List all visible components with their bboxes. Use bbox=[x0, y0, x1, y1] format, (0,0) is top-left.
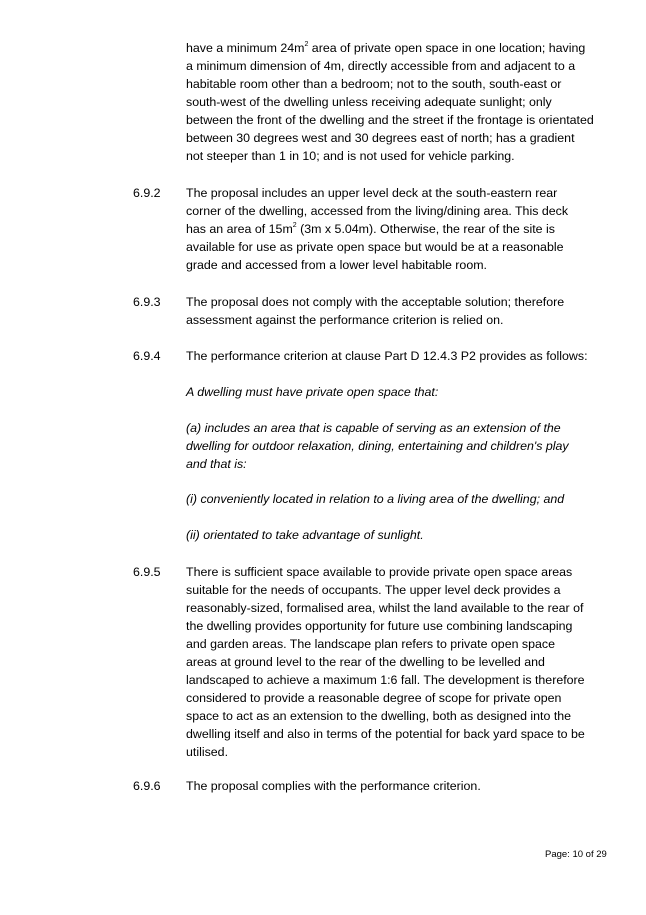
paragraph-line: between 30 degrees west and 30 degrees east of north; has a gradient bbox=[186, 131, 575, 145]
paragraph-line: dwelling itself and also in terms of the potential for back yard space to be bbox=[186, 727, 585, 741]
paragraph-line: The proposal complies with the performance criterion. bbox=[186, 779, 481, 793]
section-paragraph bbox=[186, 184, 606, 274]
paragraph-line: habitable room other than a bedroom; not to the south, south-east or bbox=[186, 77, 562, 91]
quote-clause-i bbox=[186, 490, 606, 508]
section-paragraph bbox=[186, 347, 606, 365]
quote-intro bbox=[186, 383, 606, 401]
paragraph-line: The proposal includes an upper level deck at the south-eastern rear bbox=[186, 186, 558, 200]
paragraph-line: not steeper than 1 in 10; and is not used for vehicle parking. bbox=[186, 149, 515, 163]
quote-clause-ii bbox=[186, 526, 606, 544]
paragraph-line: and garden areas. The landscape plan refers to private open space bbox=[186, 637, 555, 651]
paragraph-line: The proposal does not comply with the acceptable solution; therefore bbox=[186, 295, 565, 309]
paragraph-line: utilised. bbox=[186, 745, 229, 759]
paragraph-line: reasonably-sized, formalised area, whilst the land available to the rear of bbox=[186, 601, 584, 615]
text-run: have a minimum 24m bbox=[186, 41, 305, 55]
paragraph-line: considered to provide a reasonable degree of scope for private open bbox=[186, 691, 562, 705]
paragraph-line: space to act as an extension to the dwelling, both as designed into the bbox=[186, 709, 572, 723]
paragraph-line: available for use as private open space but would be at a reasonable bbox=[186, 240, 564, 254]
text-run: (3m x 5.04m). Otherwise, the rear of the site is bbox=[296, 222, 555, 236]
paragraph-line: grade and accessed from a lower level habitable room. bbox=[186, 258, 487, 272]
superscript: 2 bbox=[304, 40, 309, 48]
section-number: 6.9.3 bbox=[133, 295, 161, 309]
paragraph-line: corner of the dwelling, accessed from the living/dining area. This deck bbox=[186, 204, 569, 218]
text-run: area of private open space in one location; having bbox=[308, 41, 586, 55]
section-number: 6.9.6 bbox=[133, 779, 161, 793]
section-number: 6.9.4 bbox=[133, 349, 161, 363]
intro-paragraph bbox=[186, 39, 606, 165]
paragraph-line: between the front of the dwelling and the street if the frontage is orientated bbox=[186, 113, 594, 127]
section-number: 6.9.5 bbox=[133, 565, 161, 579]
paragraph-line: and that is: bbox=[186, 457, 247, 471]
paragraph-line: (a) includes an area that is capable of serving as an extension of the bbox=[186, 421, 561, 435]
section-number: 6.9.2 bbox=[133, 186, 161, 200]
quote-clause-a bbox=[186, 419, 606, 473]
page-number: Page: 10 of 29 bbox=[545, 849, 607, 860]
section-paragraph bbox=[186, 293, 606, 329]
paragraph-line: There is sufficient space available to provide private open space areas bbox=[186, 565, 573, 579]
text-run: has an area of 15m bbox=[186, 222, 293, 236]
paragraph-line: suitable for the needs of occupants. The upper level deck provides a bbox=[186, 583, 561, 597]
paragraph-line: areas at ground level to the rear of the dwelling to be levelled and bbox=[186, 655, 545, 669]
section-paragraph bbox=[186, 777, 606, 795]
paragraph-line: (ii) orientated to take advantage of sunlight. bbox=[186, 528, 424, 542]
paragraph-line: the dwelling provides opportunity for future use combining landscaping bbox=[186, 619, 573, 633]
paragraph-line: south-west of the dwelling unless receiving adequate sunlight; only bbox=[186, 95, 552, 109]
paragraph-line: assessment against the performance criterion is relied on. bbox=[186, 313, 504, 327]
paragraph-line bbox=[186, 39, 606, 57]
superscript: 2 bbox=[292, 221, 297, 229]
paragraph-line: dwelling for outdoor relaxation, dining, entertaining and children's play bbox=[186, 439, 569, 453]
section-paragraph bbox=[186, 563, 606, 761]
paragraph-line: a minimum dimension of 4m, directly accessible from and adjacent to a bbox=[186, 59, 576, 73]
paragraph-line: (i) conveniently located in relation to a living area of the dwelling; and bbox=[186, 492, 565, 506]
paragraph-line bbox=[186, 220, 606, 238]
paragraph-line: The performance criterion at clause Part D 12.4.3 P2 provides as follows: bbox=[186, 349, 588, 363]
paragraph-line: A dwelling must have private open space that: bbox=[186, 385, 439, 399]
paragraph-line: landscaped to achieve a maximum 1:6 fall. The development is therefore bbox=[186, 673, 585, 687]
